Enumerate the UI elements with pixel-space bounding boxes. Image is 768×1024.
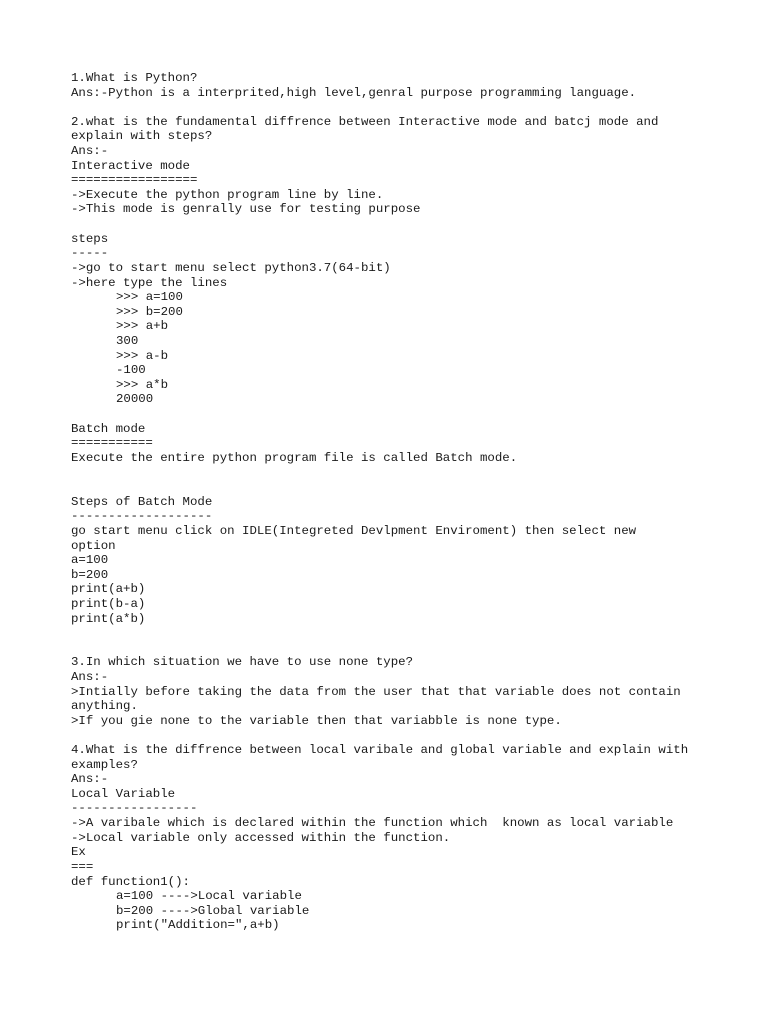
text-line: Interactive mode xyxy=(71,158,190,173)
text-line: >>> b=200 xyxy=(116,304,183,319)
text-line: >Intially before taking the data from the user that that variable does not contain xyxy=(71,684,681,699)
text-line: print(b-a) xyxy=(71,596,146,611)
blank-line xyxy=(71,728,731,743)
text-line: print(a+b) xyxy=(71,582,146,597)
blank-line xyxy=(71,480,731,495)
text-line: Ans:- xyxy=(71,669,109,684)
text-line: =========== xyxy=(71,436,153,451)
text-line: b=200 ---->Global variable xyxy=(116,903,310,918)
text-line: examples? xyxy=(71,757,138,772)
text-line: >>> a+b xyxy=(116,319,169,334)
text-line: ->Execute the python program line by line. xyxy=(71,187,384,202)
text-line: steps xyxy=(71,231,109,246)
text-line: print(a*b) xyxy=(71,611,146,626)
text-line: Batch mode xyxy=(71,421,146,436)
blank-line xyxy=(71,641,731,656)
text-line: -100 xyxy=(116,363,146,378)
text-line: a=100 ---->Local variable xyxy=(116,889,302,904)
text-line: >>> a-b xyxy=(116,348,169,363)
text-line: ----- xyxy=(71,246,109,261)
document-page xyxy=(71,71,731,933)
text-line: Ans:-Python is a interprited,high level,genral purpose programming language. xyxy=(71,85,637,100)
text-line: ================= xyxy=(71,173,198,188)
text-line: ----------------- xyxy=(71,801,198,816)
text-line: explain with steps? xyxy=(71,129,213,144)
text-line: 20000 xyxy=(116,392,154,407)
text-line: b=200 xyxy=(71,567,109,582)
text-line: ->here type the lines xyxy=(71,275,228,290)
text-line: option xyxy=(71,538,116,553)
text-line: 3.In which situation we have to use none type? xyxy=(71,655,414,670)
text-line: Steps of Batch Mode xyxy=(71,494,213,509)
text-line: print("Addition=",a+b) xyxy=(116,918,280,933)
text-line: >>> a=100 xyxy=(116,290,183,305)
text-line: ->go to start menu select python3.7(64-bit) xyxy=(71,260,391,275)
text-line: >If you gie none to the variable then that variabble is none type. xyxy=(71,713,562,728)
text-line: ->This mode is genrally use for testing purpose xyxy=(71,202,421,217)
text-line: Local Variable xyxy=(71,786,176,801)
blank-line xyxy=(71,465,731,480)
text-line: Ans:- xyxy=(71,772,109,787)
text-line: ------------------- xyxy=(71,509,213,524)
text-line: ->A varibale which is declared within the function which known as local variable xyxy=(71,816,674,831)
text-line: >>> a*b xyxy=(116,377,169,392)
blank-line xyxy=(71,407,731,422)
text-line: ->Local variable only accessed within the function. xyxy=(71,830,451,845)
text-line: 2.what is the fundamental diffrence between Interactive mode and batcj mode and xyxy=(71,114,659,129)
text-line: 1.What is Python? xyxy=(71,71,198,85)
blank-line xyxy=(71,626,731,641)
blank-line xyxy=(71,217,731,232)
text-line: Execute the entire python program file is called Batch mode. xyxy=(71,450,518,465)
text-line: go start menu click on IDLE(Integreted Devlpment Enviroment) then select new xyxy=(71,523,637,538)
text-line: Ans:- xyxy=(71,144,109,159)
blank-line xyxy=(71,100,731,115)
text-line: 4.What is the diffrence between local varibale and global variable and explain with xyxy=(71,743,689,758)
text-line: def function1(): xyxy=(71,874,190,889)
text-line: 300 xyxy=(116,333,139,348)
text-line: anything. xyxy=(71,699,138,714)
text-line: a=100 xyxy=(71,553,109,568)
text-line: Ex xyxy=(71,845,86,860)
text-line: === xyxy=(71,859,94,874)
